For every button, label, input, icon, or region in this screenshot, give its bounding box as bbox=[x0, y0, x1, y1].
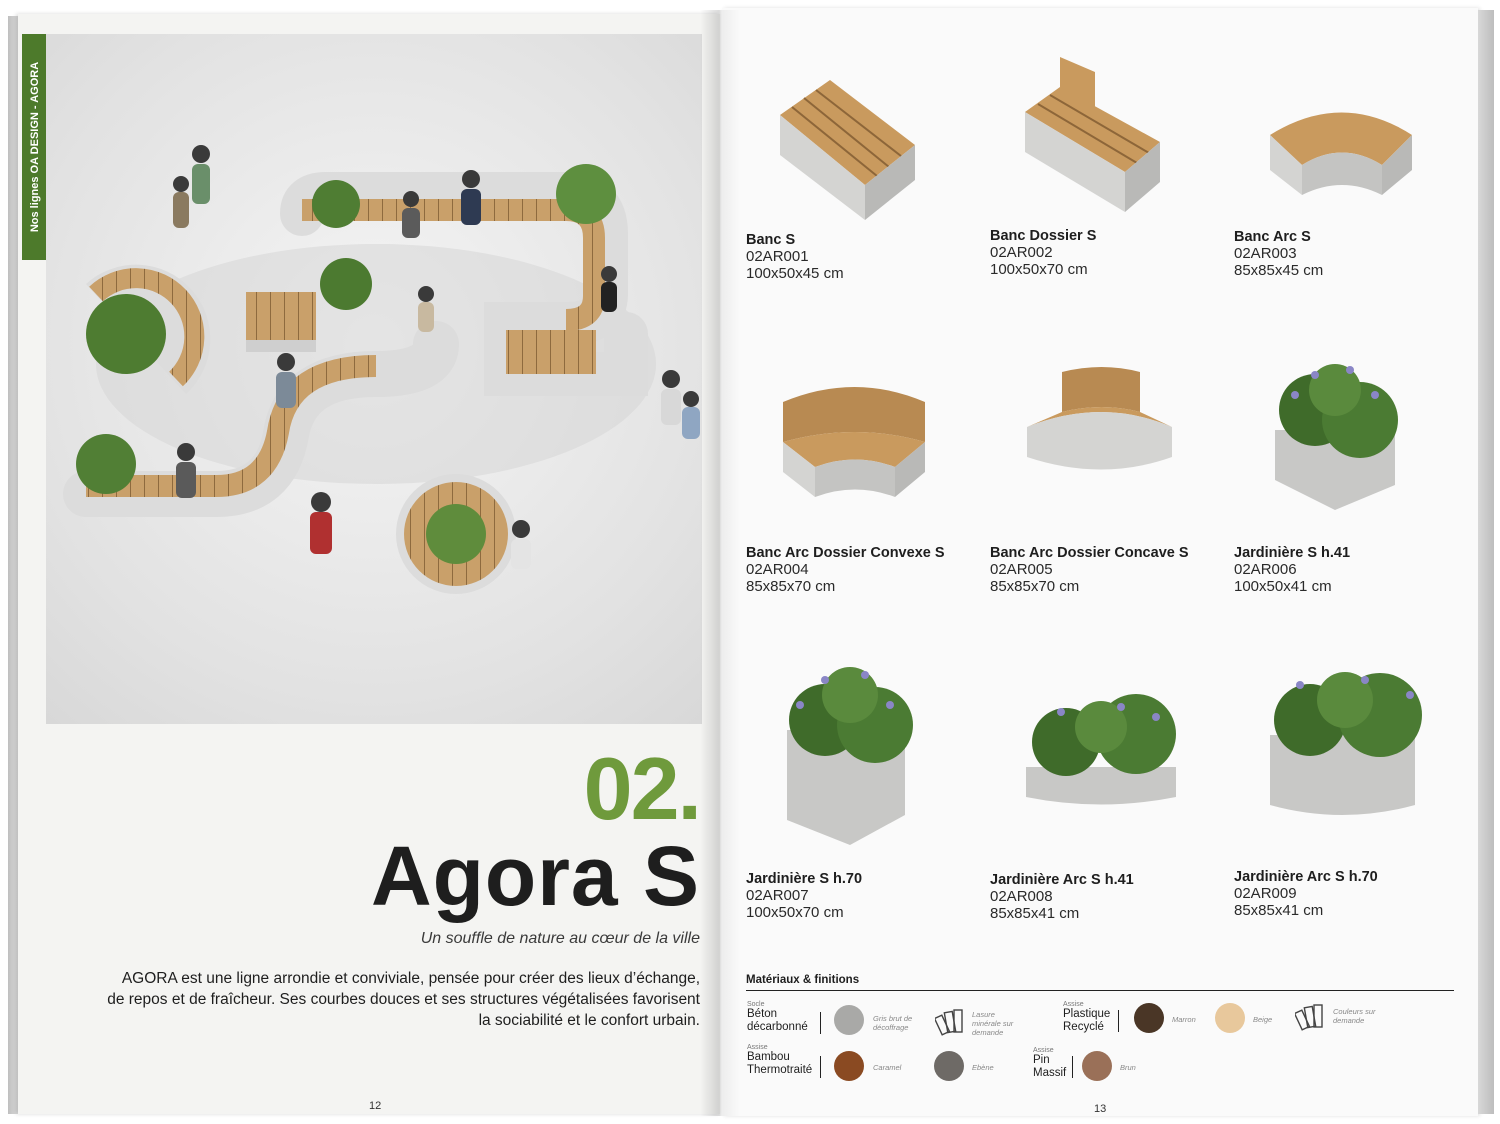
product-code: 02AR002 bbox=[990, 244, 1053, 261]
material-bambou bbox=[747, 1044, 812, 1077]
material-separator bbox=[1118, 1010, 1119, 1032]
material-name: Recyclé bbox=[1063, 1021, 1104, 1033]
material-separator bbox=[820, 1056, 821, 1078]
product-code: 02AR001 bbox=[746, 248, 809, 265]
arc-bench-icon bbox=[1262, 100, 1422, 210]
material-category: Socle bbox=[747, 1001, 765, 1008]
swatch-ebene bbox=[934, 1051, 964, 1081]
arc-convex-bench-icon bbox=[775, 372, 935, 502]
spine-shadow bbox=[700, 10, 740, 1116]
product-name: Jardinière S h.70 bbox=[746, 871, 863, 887]
page-edge-right bbox=[1478, 10, 1494, 1114]
swatch-label: Lasure minérale sur demande bbox=[972, 1010, 1014, 1037]
swatch-label: Caramel bbox=[873, 1063, 902, 1072]
arc-concave-bench-icon bbox=[1022, 362, 1177, 492]
material-separator bbox=[1072, 1056, 1073, 1078]
material-separator bbox=[820, 1012, 821, 1034]
product-dimensions: 85x85x45 cm bbox=[1234, 262, 1324, 279]
swatch-gris-brut bbox=[834, 1005, 864, 1035]
product-code: 02AR005 bbox=[990, 561, 1053, 578]
product-item bbox=[990, 228, 1220, 278]
bench-backrest-icon bbox=[1020, 52, 1170, 222]
swatch-label: Brun bbox=[1120, 1063, 1136, 1072]
page-number-right: 13 bbox=[1094, 1103, 1107, 1115]
swatch-label: Beige bbox=[1253, 1015, 1273, 1024]
material-category: Assise bbox=[1063, 1001, 1084, 1008]
page-title: Agora S bbox=[370, 829, 700, 923]
product-item bbox=[990, 872, 1220, 922]
product-code: 02AR006 bbox=[1234, 561, 1297, 578]
color-palette-icon bbox=[1295, 1001, 1325, 1031]
product-name: Banc Dossier S bbox=[990, 228, 1097, 244]
product-name: Banc Arc Dossier Concave S bbox=[990, 545, 1189, 561]
product-code: 02AR007 bbox=[746, 887, 809, 904]
arc-planter-tall-icon bbox=[1245, 655, 1440, 835]
planter-icon bbox=[1255, 340, 1415, 520]
swatch-beige bbox=[1215, 1003, 1245, 1033]
swatch-marron bbox=[1134, 1003, 1164, 1033]
product-dimensions: 85x85x41 cm bbox=[990, 905, 1080, 922]
material-name: décarbonné bbox=[747, 1021, 808, 1033]
material-category: Assise bbox=[1033, 1047, 1054, 1054]
swatch-caramel bbox=[834, 1051, 864, 1081]
product-dimensions: 85x85x41 cm bbox=[1234, 902, 1324, 919]
product-dimensions: 85x85x70 cm bbox=[990, 578, 1080, 595]
intro-line: de repos et de fraîcheur. Ses courbes douces et ses structures végétalisées favorisent bbox=[107, 991, 700, 1008]
product-name: Banc Arc Dossier Convexe S bbox=[746, 545, 945, 561]
product-item bbox=[746, 871, 976, 921]
intro-paragraph bbox=[90, 968, 700, 1031]
material-category: Assise bbox=[747, 1044, 768, 1051]
product-item bbox=[1234, 869, 1464, 919]
product-item bbox=[1234, 229, 1464, 279]
material-socle bbox=[747, 1001, 808, 1034]
product-name: Jardinière Arc S h.41 bbox=[990, 872, 1134, 888]
product-code: 02AR009 bbox=[1234, 885, 1297, 902]
swatch-brun bbox=[1082, 1051, 1112, 1081]
product-item bbox=[1234, 545, 1464, 595]
bench-icon bbox=[770, 70, 930, 230]
page-number-left: 12 bbox=[369, 1100, 382, 1112]
materials-title: Matériaux & finitions bbox=[746, 974, 860, 986]
material-name: Pin bbox=[1033, 1054, 1050, 1066]
swatch-label: Gris brut de décoffrage bbox=[873, 1014, 913, 1032]
intro-line: AGORA est une ligne arrondie et conviviale, pensée pour créer des lieux d’échange, bbox=[121, 970, 700, 987]
material-name: Bambou bbox=[747, 1051, 790, 1063]
planter-tall-icon bbox=[765, 650, 925, 850]
swatch-label: Marron bbox=[1172, 1015, 1196, 1024]
materials-section bbox=[746, 974, 1454, 991]
page-edge-left bbox=[8, 16, 18, 1114]
product-item bbox=[746, 232, 976, 282]
material-plastique bbox=[1063, 1001, 1110, 1034]
swatch-label: Couleurs sur demande bbox=[1333, 1007, 1376, 1025]
material-name: Thermotraité bbox=[747, 1064, 813, 1076]
color-palette-icon bbox=[935, 1006, 965, 1036]
product-name: Banc Arc S bbox=[1234, 229, 1311, 245]
product-dimensions: 85x85x70 cm bbox=[746, 578, 836, 595]
intro-line: la sociabilité et le confort urbain. bbox=[478, 1012, 700, 1029]
product-item bbox=[990, 545, 1220, 595]
product-name: Jardinière Arc S h.70 bbox=[1234, 869, 1378, 885]
product-name: Banc S bbox=[746, 232, 796, 248]
side-tab-label: Nos lignes OA DESIGN - AGORA bbox=[29, 61, 41, 233]
product-dimensions: 100x50x41 cm bbox=[1234, 578, 1332, 595]
product-code: 02AR008 bbox=[990, 888, 1053, 905]
material-name: Béton bbox=[747, 1008, 778, 1020]
hero-aerial-render bbox=[46, 34, 702, 724]
product-dimensions: 100x50x70 cm bbox=[746, 904, 844, 921]
materials-divider bbox=[746, 990, 1454, 991]
material-pin bbox=[1033, 1047, 1066, 1080]
tagline: Un souffle de nature au cœur de la ville bbox=[420, 930, 700, 947]
aerial-scene-illustration bbox=[46, 34, 702, 724]
arc-planter-icon bbox=[1006, 672, 1196, 832]
swatch-label: Ebène bbox=[972, 1063, 994, 1072]
product-dimensions: 100x50x70 cm bbox=[990, 261, 1088, 278]
product-code: 02AR004 bbox=[746, 561, 809, 578]
section-side-tab bbox=[22, 34, 48, 260]
product-name: Jardinière S h.41 bbox=[1234, 545, 1351, 561]
material-name: Massif bbox=[1033, 1067, 1067, 1079]
product-item bbox=[746, 545, 976, 595]
product-code: 02AR003 bbox=[1234, 245, 1297, 262]
material-name: Plastique bbox=[1063, 1008, 1111, 1020]
product-dimensions: 100x50x45 cm bbox=[746, 265, 844, 282]
section-number: 02. bbox=[583, 739, 700, 838]
